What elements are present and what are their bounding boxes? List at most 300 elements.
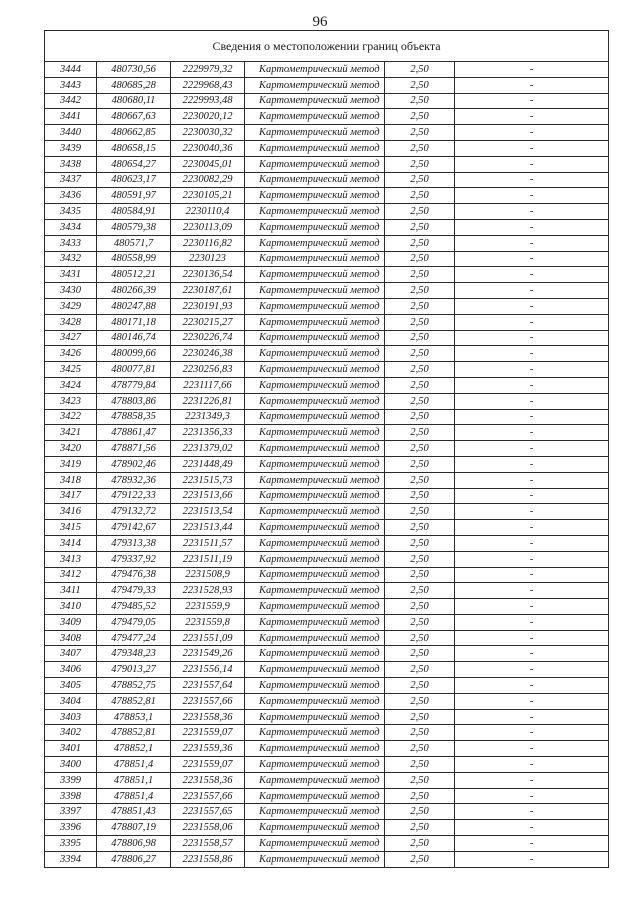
method-cell: Картометрический метод bbox=[245, 251, 385, 267]
accuracy-cell: 2,50 bbox=[385, 788, 455, 804]
note-cell: - bbox=[455, 172, 609, 188]
point-number-cell: 3430 bbox=[45, 283, 97, 299]
table-row bbox=[45, 520, 609, 536]
accuracy-cell: 2,50 bbox=[385, 267, 455, 283]
x-coordinate-cell: 480654,27 bbox=[97, 156, 171, 172]
method-cell: Картометрический метод bbox=[245, 156, 385, 172]
y-coordinate-cell: 2229979,32 bbox=[171, 62, 245, 78]
point-number-cell: 3439 bbox=[45, 140, 97, 156]
accuracy-cell: 2,50 bbox=[385, 93, 455, 109]
x-coordinate-cell: 480579,38 bbox=[97, 219, 171, 235]
method-cell: Картометрический метод bbox=[245, 362, 385, 378]
accuracy-cell: 2,50 bbox=[385, 283, 455, 299]
point-number-cell: 3418 bbox=[45, 472, 97, 488]
note-cell: - bbox=[455, 788, 609, 804]
point-number-cell: 3410 bbox=[45, 599, 97, 615]
note-cell: - bbox=[455, 330, 609, 346]
table-row bbox=[45, 757, 609, 773]
method-cell: Картометрический метод bbox=[245, 662, 385, 678]
method-cell: Картометрический метод bbox=[245, 646, 385, 662]
x-coordinate-cell: 480662,85 bbox=[97, 125, 171, 141]
x-coordinate-cell: 478861,47 bbox=[97, 425, 171, 441]
method-cell: Картометрический метод bbox=[245, 614, 385, 630]
note-cell: - bbox=[455, 441, 609, 457]
point-number-cell: 3444 bbox=[45, 62, 97, 78]
method-cell: Картометрический метод bbox=[245, 488, 385, 504]
point-number-cell: 3421 bbox=[45, 425, 97, 441]
accuracy-cell: 2,50 bbox=[385, 393, 455, 409]
x-coordinate-cell: 478851,4 bbox=[97, 757, 171, 773]
note-cell: - bbox=[455, 362, 609, 378]
accuracy-cell: 2,50 bbox=[385, 820, 455, 836]
method-cell: Картометрический метод bbox=[245, 267, 385, 283]
x-coordinate-cell: 480658,15 bbox=[97, 140, 171, 156]
table-row bbox=[45, 346, 609, 362]
y-coordinate-cell: 2231513,44 bbox=[171, 520, 245, 536]
method-cell: Картометрический метод bbox=[245, 283, 385, 299]
table-row bbox=[45, 62, 609, 78]
point-number-cell: 3443 bbox=[45, 77, 97, 93]
table-row bbox=[45, 93, 609, 109]
x-coordinate-cell: 480685,28 bbox=[97, 77, 171, 93]
y-coordinate-cell: 2231448,49 bbox=[171, 456, 245, 472]
y-coordinate-cell: 2231559,9 bbox=[171, 599, 245, 615]
y-coordinate-cell: 2231508,9 bbox=[171, 567, 245, 583]
table-row bbox=[45, 330, 609, 346]
note-cell: - bbox=[455, 678, 609, 694]
method-cell: Картометрический метод bbox=[245, 851, 385, 867]
table-title: Сведения о местоположении границ объекта bbox=[45, 31, 609, 62]
method-cell: Картометрический метод bbox=[245, 219, 385, 235]
point-number-cell: 3433 bbox=[45, 235, 97, 251]
table-row bbox=[45, 314, 609, 330]
y-coordinate-cell: 2231557,65 bbox=[171, 804, 245, 820]
accuracy-cell: 2,50 bbox=[385, 804, 455, 820]
method-cell: Картометрический метод bbox=[245, 109, 385, 125]
point-number-cell: 3428 bbox=[45, 314, 97, 330]
point-number-cell: 3405 bbox=[45, 678, 97, 694]
y-coordinate-cell: 2231558,57 bbox=[171, 836, 245, 852]
point-number-cell: 3396 bbox=[45, 820, 97, 836]
note-cell: - bbox=[455, 851, 609, 867]
method-cell: Картометрический метод bbox=[245, 804, 385, 820]
table-row bbox=[45, 362, 609, 378]
accuracy-cell: 2,50 bbox=[385, 725, 455, 741]
x-coordinate-cell: 480667,63 bbox=[97, 109, 171, 125]
point-number-cell: 3422 bbox=[45, 409, 97, 425]
point-number-cell: 3437 bbox=[45, 172, 97, 188]
x-coordinate-cell: 479485,52 bbox=[97, 599, 171, 615]
table-row bbox=[45, 614, 609, 630]
method-cell: Картометрический метод bbox=[245, 377, 385, 393]
x-coordinate-cell: 480730,56 bbox=[97, 62, 171, 78]
note-cell: - bbox=[455, 725, 609, 741]
y-coordinate-cell: 2230045,01 bbox=[171, 156, 245, 172]
accuracy-cell: 2,50 bbox=[385, 630, 455, 646]
accuracy-cell: 2,50 bbox=[385, 330, 455, 346]
note-cell: - bbox=[455, 109, 609, 125]
accuracy-cell: 2,50 bbox=[385, 125, 455, 141]
accuracy-cell: 2,50 bbox=[385, 567, 455, 583]
point-number-cell: 3414 bbox=[45, 535, 97, 551]
x-coordinate-cell: 478851,4 bbox=[97, 788, 171, 804]
point-number-cell: 3399 bbox=[45, 772, 97, 788]
method-cell: Картометрический метод bbox=[245, 520, 385, 536]
y-coordinate-cell: 2230246,38 bbox=[171, 346, 245, 362]
table-row bbox=[45, 219, 609, 235]
note-cell: - bbox=[455, 551, 609, 567]
table-row bbox=[45, 125, 609, 141]
y-coordinate-cell: 2231549,26 bbox=[171, 646, 245, 662]
table-row bbox=[45, 188, 609, 204]
x-coordinate-cell: 480571,7 bbox=[97, 235, 171, 251]
x-coordinate-cell: 480512,21 bbox=[97, 267, 171, 283]
x-coordinate-cell: 478806,98 bbox=[97, 836, 171, 852]
method-cell: Картометрический метод bbox=[245, 314, 385, 330]
table-row bbox=[45, 646, 609, 662]
method-cell: Картометрический метод bbox=[245, 472, 385, 488]
note-cell: - bbox=[455, 77, 609, 93]
note-cell: - bbox=[455, 520, 609, 536]
note-cell: - bbox=[455, 251, 609, 267]
note-cell: - bbox=[455, 62, 609, 78]
note-cell: - bbox=[455, 599, 609, 615]
point-number-cell: 3419 bbox=[45, 456, 97, 472]
table-row bbox=[45, 741, 609, 757]
point-number-cell: 3394 bbox=[45, 851, 97, 867]
y-coordinate-cell: 2231515,73 bbox=[171, 472, 245, 488]
x-coordinate-cell: 480558,99 bbox=[97, 251, 171, 267]
method-cell: Картометрический метод bbox=[245, 820, 385, 836]
y-coordinate-cell: 2231558,36 bbox=[171, 772, 245, 788]
y-coordinate-cell: 2231559,07 bbox=[171, 725, 245, 741]
method-cell: Картометрический метод bbox=[245, 140, 385, 156]
table-row bbox=[45, 488, 609, 504]
table-row bbox=[45, 599, 609, 615]
point-number-cell: 3402 bbox=[45, 725, 97, 741]
point-number-cell: 3417 bbox=[45, 488, 97, 504]
note-cell: - bbox=[455, 772, 609, 788]
point-number-cell: 3424 bbox=[45, 377, 97, 393]
y-coordinate-cell: 2231511,57 bbox=[171, 535, 245, 551]
accuracy-cell: 2,50 bbox=[385, 851, 455, 867]
accuracy-cell: 2,50 bbox=[385, 614, 455, 630]
x-coordinate-cell: 478779,84 bbox=[97, 377, 171, 393]
point-number-cell: 3406 bbox=[45, 662, 97, 678]
accuracy-cell: 2,50 bbox=[385, 156, 455, 172]
method-cell: Картометрический метод bbox=[245, 204, 385, 220]
x-coordinate-cell: 480266,39 bbox=[97, 283, 171, 299]
method-cell: Картометрический метод bbox=[245, 504, 385, 520]
x-coordinate-cell: 480680,11 bbox=[97, 93, 171, 109]
table-row bbox=[45, 298, 609, 314]
table-row bbox=[45, 140, 609, 156]
accuracy-cell: 2,50 bbox=[385, 504, 455, 520]
table-row bbox=[45, 725, 609, 741]
note-cell: - bbox=[455, 393, 609, 409]
point-number-cell: 3440 bbox=[45, 125, 97, 141]
note-cell: - bbox=[455, 456, 609, 472]
y-coordinate-cell: 2231379,02 bbox=[171, 441, 245, 457]
note-cell: - bbox=[455, 377, 609, 393]
table-row bbox=[45, 662, 609, 678]
point-number-cell: 3415 bbox=[45, 520, 97, 536]
accuracy-cell: 2,50 bbox=[385, 219, 455, 235]
table-row bbox=[45, 172, 609, 188]
point-number-cell: 3426 bbox=[45, 346, 97, 362]
x-coordinate-cell: 479142,67 bbox=[97, 520, 171, 536]
accuracy-cell: 2,50 bbox=[385, 836, 455, 852]
note-cell: - bbox=[455, 283, 609, 299]
method-cell: Картометрический метод bbox=[245, 693, 385, 709]
method-cell: Картометрический метод bbox=[245, 551, 385, 567]
y-coordinate-cell: 2231558,86 bbox=[171, 851, 245, 867]
point-number-cell: 3395 bbox=[45, 836, 97, 852]
method-cell: Картометрический метод bbox=[245, 772, 385, 788]
x-coordinate-cell: 478807,19 bbox=[97, 820, 171, 836]
point-number-cell: 3420 bbox=[45, 441, 97, 457]
table-row bbox=[45, 109, 609, 125]
table-row bbox=[45, 267, 609, 283]
accuracy-cell: 2,50 bbox=[385, 583, 455, 599]
y-coordinate-cell: 2231349,3 bbox=[171, 409, 245, 425]
accuracy-cell: 2,50 bbox=[385, 709, 455, 725]
table-row bbox=[45, 377, 609, 393]
x-coordinate-cell: 480584,91 bbox=[97, 204, 171, 220]
point-number-cell: 3435 bbox=[45, 204, 97, 220]
accuracy-cell: 2,50 bbox=[385, 409, 455, 425]
accuracy-cell: 2,50 bbox=[385, 251, 455, 267]
page-number: 96 bbox=[312, 14, 328, 30]
point-number-cell: 3442 bbox=[45, 93, 97, 109]
accuracy-cell: 2,50 bbox=[385, 488, 455, 504]
method-cell: Картометрический метод bbox=[245, 836, 385, 852]
y-coordinate-cell: 2230040,36 bbox=[171, 140, 245, 156]
y-coordinate-cell: 2230136,54 bbox=[171, 267, 245, 283]
table-row bbox=[45, 472, 609, 488]
method-cell: Картометрический метод bbox=[245, 188, 385, 204]
x-coordinate-cell: 478853,1 bbox=[97, 709, 171, 725]
note-cell: - bbox=[455, 156, 609, 172]
note-cell: - bbox=[455, 614, 609, 630]
y-coordinate-cell: 2230105,21 bbox=[171, 188, 245, 204]
x-coordinate-cell: 480247,88 bbox=[97, 298, 171, 314]
note-cell: - bbox=[455, 488, 609, 504]
x-coordinate-cell: 479013,27 bbox=[97, 662, 171, 678]
method-cell: Картометрический метод bbox=[245, 62, 385, 78]
y-coordinate-cell: 2231528,93 bbox=[171, 583, 245, 599]
point-number-cell: 3398 bbox=[45, 788, 97, 804]
x-coordinate-cell: 479313,38 bbox=[97, 535, 171, 551]
accuracy-cell: 2,50 bbox=[385, 741, 455, 757]
table-row bbox=[45, 820, 609, 836]
x-coordinate-cell: 479477,24 bbox=[97, 630, 171, 646]
accuracy-cell: 2,50 bbox=[385, 441, 455, 457]
table-row bbox=[45, 393, 609, 409]
point-number-cell: 3413 bbox=[45, 551, 97, 567]
point-number-cell: 3425 bbox=[45, 362, 97, 378]
x-coordinate-cell: 479476,38 bbox=[97, 567, 171, 583]
accuracy-cell: 2,50 bbox=[385, 314, 455, 330]
method-cell: Картометрический метод bbox=[245, 330, 385, 346]
point-number-cell: 3412 bbox=[45, 567, 97, 583]
method-cell: Картометрический метод bbox=[245, 409, 385, 425]
y-coordinate-cell: 2230020,12 bbox=[171, 109, 245, 125]
x-coordinate-cell: 478871,56 bbox=[97, 441, 171, 457]
y-coordinate-cell: 2231513,54 bbox=[171, 504, 245, 520]
y-coordinate-cell: 2230187,61 bbox=[171, 283, 245, 299]
note-cell: - bbox=[455, 409, 609, 425]
x-coordinate-cell: 478803,86 bbox=[97, 393, 171, 409]
method-cell: Картометрический метод bbox=[245, 599, 385, 615]
method-cell: Картометрический метод bbox=[245, 93, 385, 109]
y-coordinate-cell: 2231557,66 bbox=[171, 788, 245, 804]
x-coordinate-cell: 478852,1 bbox=[97, 741, 171, 757]
method-cell: Картометрический метод bbox=[245, 346, 385, 362]
method-cell: Картометрический метод bbox=[245, 393, 385, 409]
y-coordinate-cell: 2230215,27 bbox=[171, 314, 245, 330]
note-cell: - bbox=[455, 583, 609, 599]
y-coordinate-cell: 2231356,33 bbox=[171, 425, 245, 441]
note-cell: - bbox=[455, 267, 609, 283]
table-row bbox=[45, 693, 609, 709]
accuracy-cell: 2,50 bbox=[385, 772, 455, 788]
y-coordinate-cell: 2231559,8 bbox=[171, 614, 245, 630]
accuracy-cell: 2,50 bbox=[385, 235, 455, 251]
accuracy-cell: 2,50 bbox=[385, 77, 455, 93]
note-cell: - bbox=[455, 820, 609, 836]
method-cell: Картометрический метод bbox=[245, 425, 385, 441]
method-cell: Картометрический метод bbox=[245, 535, 385, 551]
x-coordinate-cell: 480099,66 bbox=[97, 346, 171, 362]
y-coordinate-cell: 2231117,66 bbox=[171, 377, 245, 393]
y-coordinate-cell: 2230256,83 bbox=[171, 362, 245, 378]
note-cell: - bbox=[455, 219, 609, 235]
y-coordinate-cell: 2231551,09 bbox=[171, 630, 245, 646]
y-coordinate-cell: 2231513,66 bbox=[171, 488, 245, 504]
method-cell: Картометрический метод bbox=[245, 235, 385, 251]
note-cell: - bbox=[455, 188, 609, 204]
accuracy-cell: 2,50 bbox=[385, 646, 455, 662]
x-coordinate-cell: 479479,05 bbox=[97, 614, 171, 630]
y-coordinate-cell: 2231558,36 bbox=[171, 709, 245, 725]
table-row bbox=[45, 77, 609, 93]
point-number-cell: 3441 bbox=[45, 109, 97, 125]
point-number-cell: 3432 bbox=[45, 251, 97, 267]
y-coordinate-cell: 2229993,48 bbox=[171, 93, 245, 109]
note-cell: - bbox=[455, 567, 609, 583]
y-coordinate-cell: 2230082,29 bbox=[171, 172, 245, 188]
method-cell: Картометрический метод bbox=[245, 788, 385, 804]
accuracy-cell: 2,50 bbox=[385, 172, 455, 188]
x-coordinate-cell: 479337,92 bbox=[97, 551, 171, 567]
y-coordinate-cell: 2231558,06 bbox=[171, 820, 245, 836]
note-cell: - bbox=[455, 836, 609, 852]
y-coordinate-cell: 2231559,07 bbox=[171, 757, 245, 773]
table-row bbox=[45, 851, 609, 867]
y-coordinate-cell: 2230116,82 bbox=[171, 235, 245, 251]
accuracy-cell: 2,50 bbox=[385, 551, 455, 567]
table-row bbox=[45, 156, 609, 172]
note-cell: - bbox=[455, 757, 609, 773]
table-row bbox=[45, 630, 609, 646]
method-cell: Картометрический метод bbox=[245, 725, 385, 741]
method-cell: Картометрический метод bbox=[245, 172, 385, 188]
table-row bbox=[45, 709, 609, 725]
method-cell: Картометрический метод bbox=[245, 741, 385, 757]
method-cell: Картометрический метод bbox=[245, 441, 385, 457]
point-number-cell: 3404 bbox=[45, 693, 97, 709]
accuracy-cell: 2,50 bbox=[385, 662, 455, 678]
point-number-cell: 3411 bbox=[45, 583, 97, 599]
y-coordinate-cell: 2230191,93 bbox=[171, 298, 245, 314]
note-cell: - bbox=[455, 693, 609, 709]
point-number-cell: 3416 bbox=[45, 504, 97, 520]
y-coordinate-cell: 2231557,66 bbox=[171, 693, 245, 709]
note-cell: - bbox=[455, 662, 609, 678]
point-number-cell: 3434 bbox=[45, 219, 97, 235]
y-coordinate-cell: 2231559,36 bbox=[171, 741, 245, 757]
x-coordinate-cell: 479132,72 bbox=[97, 504, 171, 520]
note-cell: - bbox=[455, 646, 609, 662]
note-cell: - bbox=[455, 535, 609, 551]
table-row bbox=[45, 567, 609, 583]
method-cell: Картометрический метод bbox=[245, 456, 385, 472]
accuracy-cell: 2,50 bbox=[385, 678, 455, 694]
x-coordinate-cell: 479348,23 bbox=[97, 646, 171, 662]
x-coordinate-cell: 478851,43 bbox=[97, 804, 171, 820]
note-cell: - bbox=[455, 298, 609, 314]
table-row bbox=[45, 551, 609, 567]
note-cell: - bbox=[455, 741, 609, 757]
x-coordinate-cell: 480591,97 bbox=[97, 188, 171, 204]
table-row bbox=[45, 204, 609, 220]
table-row bbox=[45, 235, 609, 251]
accuracy-cell: 2,50 bbox=[385, 599, 455, 615]
note-cell: - bbox=[455, 314, 609, 330]
table-row bbox=[45, 456, 609, 472]
method-cell: Картометрический метод bbox=[245, 757, 385, 773]
table-row bbox=[45, 425, 609, 441]
y-coordinate-cell: 2230123 bbox=[171, 251, 245, 267]
accuracy-cell: 2,50 bbox=[385, 535, 455, 551]
y-coordinate-cell: 2231511,19 bbox=[171, 551, 245, 567]
point-number-cell: 3400 bbox=[45, 757, 97, 773]
method-cell: Картометрический метод bbox=[245, 630, 385, 646]
method-cell: Картометрический метод bbox=[245, 583, 385, 599]
y-coordinate-cell: 2231226,81 bbox=[171, 393, 245, 409]
accuracy-cell: 2,50 bbox=[385, 298, 455, 314]
note-cell: - bbox=[455, 140, 609, 156]
x-coordinate-cell: 478932,36 bbox=[97, 472, 171, 488]
table-row bbox=[45, 251, 609, 267]
point-number-cell: 3397 bbox=[45, 804, 97, 820]
x-coordinate-cell: 480146,74 bbox=[97, 330, 171, 346]
method-cell: Картометрический метод bbox=[245, 298, 385, 314]
table-row bbox=[45, 836, 609, 852]
table-row bbox=[45, 535, 609, 551]
table-row bbox=[45, 504, 609, 520]
note-cell: - bbox=[455, 93, 609, 109]
table-row bbox=[45, 409, 609, 425]
x-coordinate-cell: 480077,81 bbox=[97, 362, 171, 378]
point-number-cell: 3408 bbox=[45, 630, 97, 646]
note-cell: - bbox=[455, 472, 609, 488]
point-number-cell: 3423 bbox=[45, 393, 97, 409]
accuracy-cell: 2,50 bbox=[385, 204, 455, 220]
accuracy-cell: 2,50 bbox=[385, 362, 455, 378]
accuracy-cell: 2,50 bbox=[385, 456, 455, 472]
